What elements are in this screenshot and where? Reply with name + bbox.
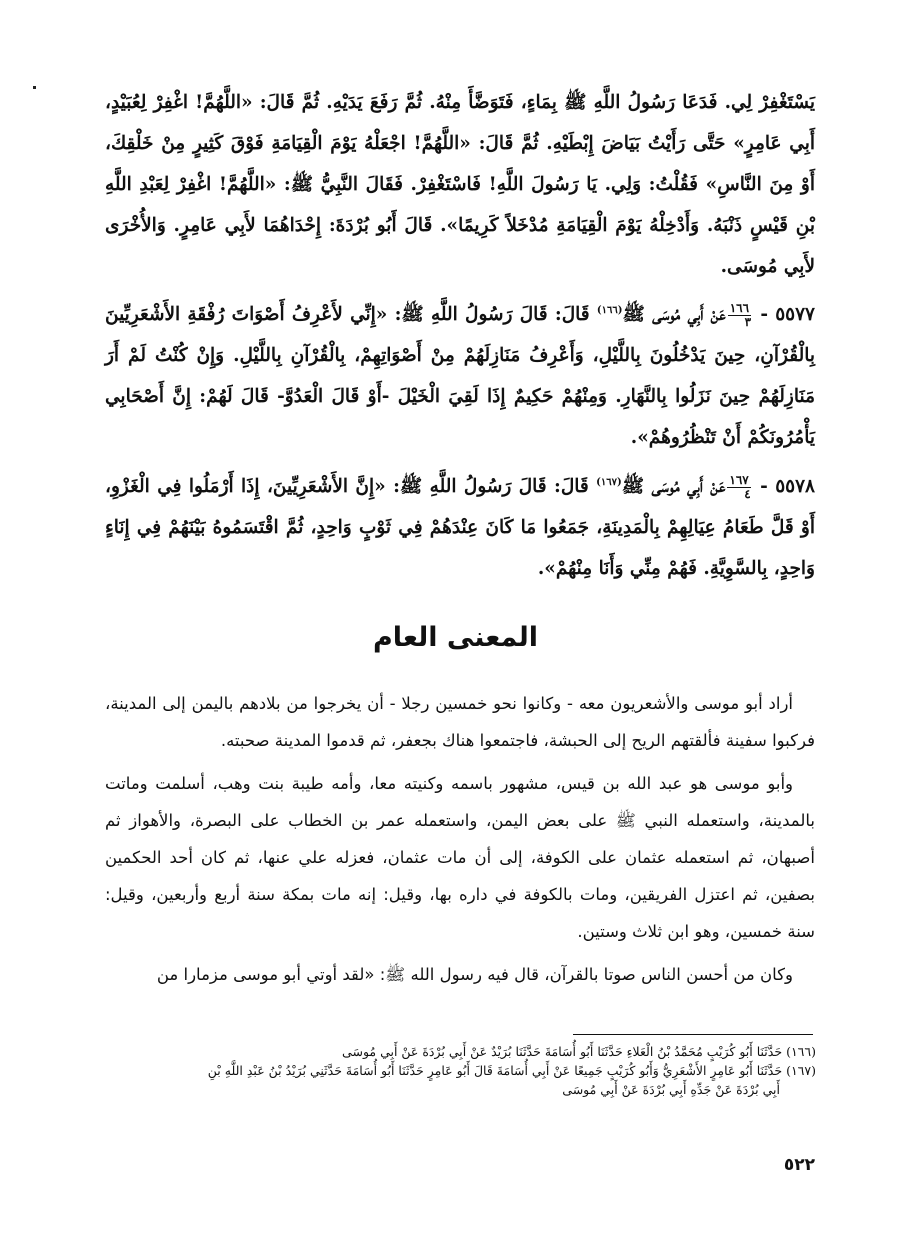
hadith-lead: عَنْ أَبِي مُوسَى ﷺ (621, 476, 726, 497)
footnote-ref[interactable]: (١٦٧) (596, 476, 622, 488)
page-number: ٥٢٢ (783, 1155, 815, 1175)
footnote-166 (100, 1042, 816, 1061)
footnote-167 (100, 1061, 816, 1080)
scan-artifact (33, 86, 36, 89)
footnote-marker: (١٦٦) (786, 1044, 816, 1059)
hadith-dash: - (760, 304, 768, 325)
section-heading: المعنى العام (372, 622, 539, 653)
footnote-text: حَدَّثَنَا أَبُو كُرَيْبٍ مُحَمَّدُ بْنُ الْعَلاءِ حَدَّثَنَا أَبُو أُسَامَةَ حَدَّثَنَا بُرَيْدٌ عَنْ أَبِي بُرْدَةَ عَنْ أَبِي مُوسَى (342, 1044, 783, 1059)
footnote-ref[interactable]: (١٦٦) (596, 304, 623, 316)
hadith-5577 (105, 294, 815, 458)
hadith-reference (728, 302, 751, 329)
footnote-marker: (١٦٧) (786, 1063, 816, 1078)
footnote-167-continuation: أَبِي بُرْدَةَ عَنْ جَدِّهِ أَبِي بُرْدَةَ عَنْ أَبِي مُوسَى (562, 1082, 780, 1097)
opening-paragraph (105, 82, 815, 287)
reference-bottom: ٤ (744, 486, 751, 501)
general-meaning (105, 685, 815, 993)
reference-bottom: ٣ (744, 314, 752, 329)
reference-top: ١٦٧ (729, 472, 749, 487)
hadith-text: قَالَ: قَالَ رَسُولُ اللَّهِ ﷺ: «إِنِّي لأَعْرِفُ أَصْوَاتَ رُفْقَةِ الأَشْعَرِيِّينَ بِالْقُرْآنِ، حِينَ يَدْخُلُونَ بِاللَّيْلِ، وَأَعْرِفُ مَنَازِلَهُمْ مِنْ أَصْوَاتِهِمْ، بِالْقُرْآنِ بِاللَّيْلِ. وَإِنْ كُنْتُ لَمْ أَرَ مَنَازِلَهُمْ حِينَ نَزَلُوا بِالنَّهَارِ. وَمِنْهُمْ حَكِيمٌ إِذَا لَقِيَ الْخَيْلَ -أَوْ قَالَ الْعَدُوَّ- قَالَ لَهُمْ: إِنَّ أَصْحَابِي يَأْمُرُونَكُمْ أَنْ تَنْظُرُوهُمْ». (105, 304, 815, 448)
footnotes (100, 1042, 816, 1099)
hadith-5578 (105, 466, 815, 589)
footnote-text: حَدَّثَنَا أَبُو عَامِرٍ الأَشْعَرِيُّ وَأَبُو كُرَيْبٍ جَمِيعًا عَنْ أَبِي أُسَامَةَ قَالَ أَبُو عَامِرٍ حَدَّثَنَا أَبُو أُسَامَةَ حَدَّثَنِي بُرَيْدُ بْنُ عَبْدِ اللَّهِ بْنِ (207, 1063, 783, 1078)
hadith-reference (727, 474, 750, 501)
hadith-lead: عَنْ أَبِي مُوسَى ﷺ (622, 304, 726, 325)
reference-top: ١٦٦ (729, 300, 750, 315)
meaning-paragraph: وكان من أحسن الناس صوتا بالقرآن، قال فيه رسول الله ﷺ: «لقد أوتي أبو موسى مزمارا من (156, 965, 793, 984)
hadith-number: ٥٥٧٨ (775, 476, 815, 497)
hadith-number: ٥٥٧٧ (775, 304, 815, 325)
footnote-divider (573, 1034, 813, 1035)
meaning-paragraph: أراد أبو موسى والأشعريون معه - وكانوا نحو خمسين رجلا - أن يخرجوا من بلادهم باليمن إلى المدينة، فركبوا سفينة فألقتهم الريح إلى الحبشة، فاجتمعوا هناك بجعفر، ثم قدموا المدينة صحبته. (105, 694, 815, 750)
opening-paragraph-text: يَسْتَغْفِرْ لِي. فَدَعَا رَسُولُ اللَّهِ ﷺ بِمَاءٍ، فَتَوَضَّأَ مِنْهُ. ثُمَّ رَفَعَ يَدَيْهِ. ثُمَّ قَالَ: «اللَّهُمَّ! اغْفِرْ لِعُبَيْدٍ، أَبِي عَامِرٍ» حَتَّى رَأَيْتُ بَيَاضَ إِبْطَيْهِ. ثُمَّ قَالَ: «اللَّهُمَّ! اجْعَلْهُ يَوْمَ الْقِيَامَةِ فَوْقَ كَثِيرٍ مِنْ خَلْقِكَ، أَوْ مِنَ النَّاسِ» فَقُلْتُ: وَلِي. يَا رَسُولَ اللَّهِ! فَاسْتَغْفِرْ. فَقَالَ النَّبِيُّ ﷺ: «اللَّهُمَّ! اغْفِرْ لِعَبْدِ اللَّهِ بْنِ قَيْسٍ ذَنْبَهُ. وَأَدْخِلْهُ يَوْمَ الْقِيَامَةِ مُدْخَلاً كَرِيمًا». قَالَ أَبُو بُرْدَةَ: إِحْدَاهُمَا لأَبِي عَامِرٍ. وَالأُخْرَى لأَبِي مُوسَى. (105, 92, 815, 277)
hadith-dash: - (760, 476, 768, 497)
meaning-paragraph: وأبو موسى هو عبد الله بن قيس، مشهور باسمه وكنيته معا، وأمه طيبة بنت وهب، أسلمت وماتت بالمدينة، واستعمله النبي ﷺ على بعض اليمن، واستعمله عمر بن الخطاب على البصرة، والأهواز ثم أصبهان، ثم استعمله عثمان على الكوفة، إلى أن مات عثمان، فعزله علي عنها، ثم كان أحد الحكمين بصفين، ثم اعتزل الفريقين، ومات بالكوفة في داره بها، وقيل: إنه مات بمكة سنة أربع وأربعين، وقيل: سنة خمسين، وهو ابن ثلاث وستين. (105, 774, 815, 941)
hadith-text: قَالَ: قَالَ رَسُولُ اللَّهِ ﷺ: «إِنَّ الأَشْعَرِيِّينَ، إِذَا أَرْمَلُوا فِي الْغَزْوِ، أَوْ قَلَّ طَعَامُ عِيَالِهِمْ بِالْمَدِينَةِ، جَمَعُوا مَا كَانَ عِنْدَهُمْ فِي ثَوْبٍ وَاحِدٍ، ثُمَّ اقْتَسَمُوهُ بَيْنَهُمْ فِي إِنَاءٍ وَاحِدٍ، بِالسَّوِيَّةِ. فَهُمْ مِنِّي وَأَنَا مِنْهُمْ». (105, 476, 815, 579)
